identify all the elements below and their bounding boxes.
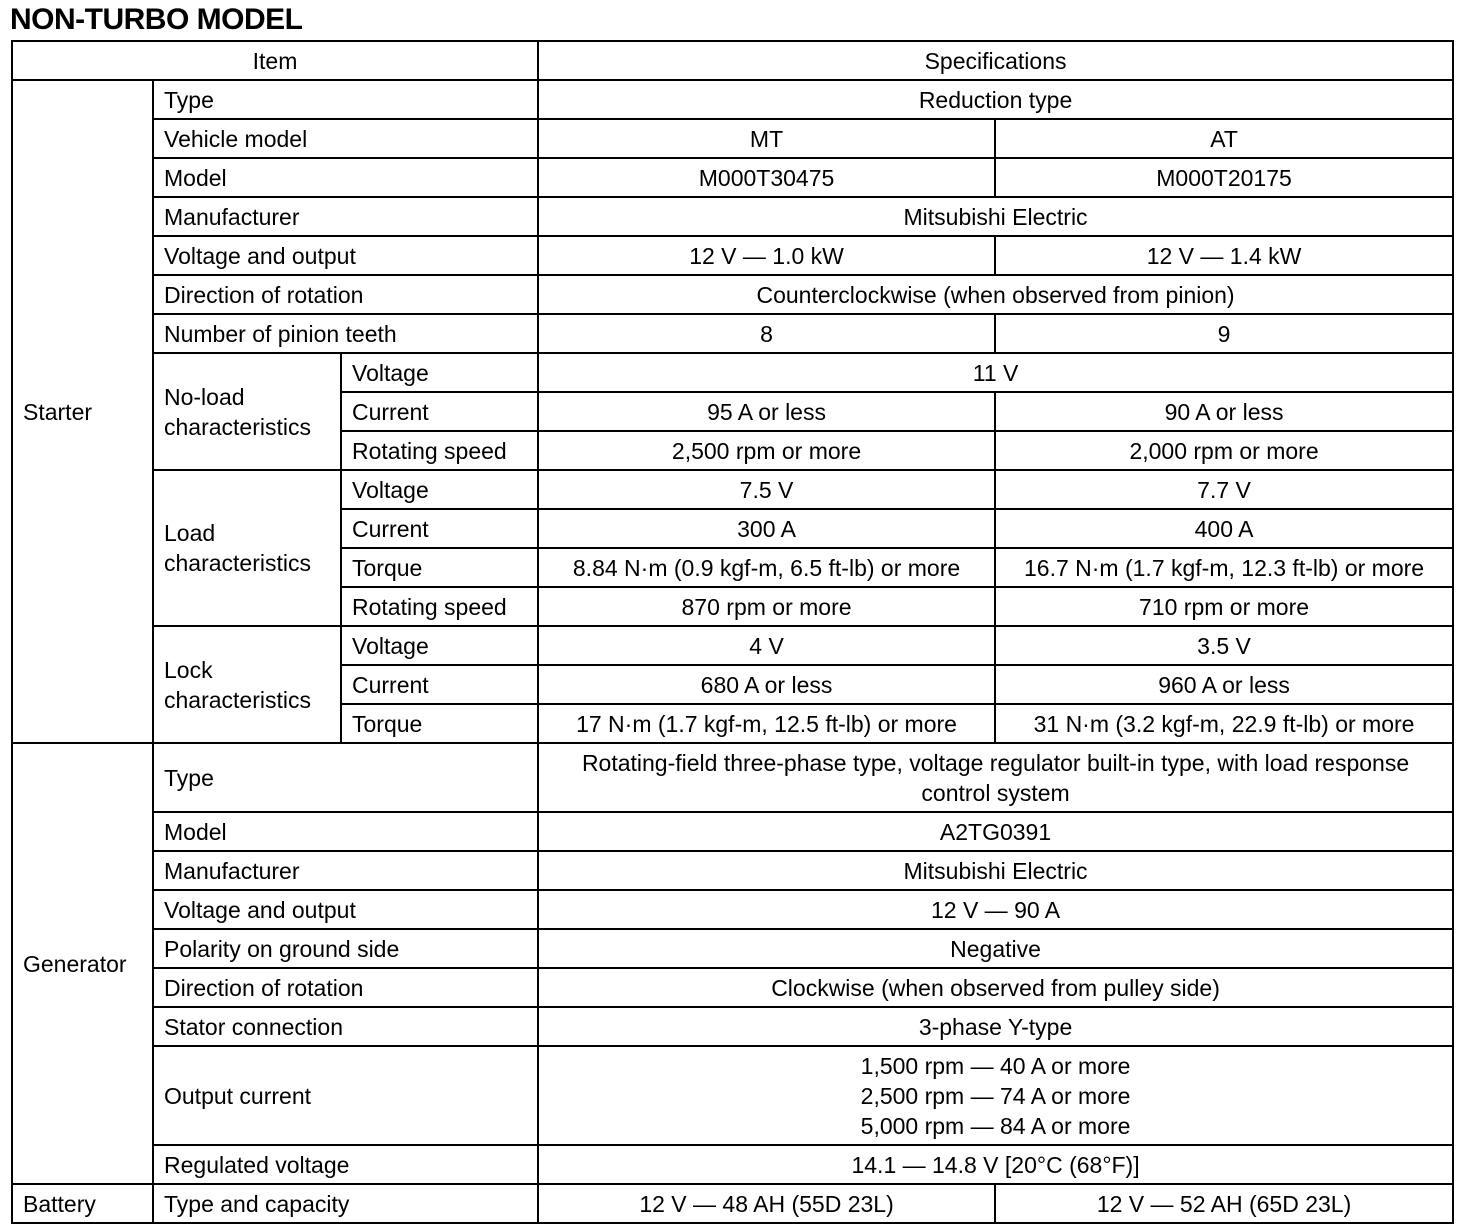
row-value: Clockwise (when observed from pulley side) <box>538 968 1453 1007</box>
table-row <box>12 929 1453 968</box>
row-label: Stator connection <box>153 1007 538 1046</box>
value-at: 31 N·m (3.2 kgf-m, 22.9 ft-lb) or more <box>995 704 1453 743</box>
value-at: 2,000 rpm or more <box>995 431 1453 470</box>
sub-label: Rotating speed <box>341 431 538 470</box>
table-row <box>12 1145 1453 1184</box>
output-current-line: 2,500 rpm — 74 A or more <box>860 1082 1131 1109</box>
table-row <box>12 968 1453 1007</box>
value-at: 9 <box>995 314 1453 353</box>
value-mt: 680 A or less <box>538 665 995 704</box>
table-row <box>12 80 1453 119</box>
table-header-row <box>12 41 1453 80</box>
value-at: 12 V — 1.4 kW <box>995 236 1453 275</box>
value-at: 3.5 V <box>995 626 1453 665</box>
value-at: 90 A or less <box>995 392 1453 431</box>
page-title: NON-TURBO MODEL <box>10 3 303 36</box>
header-specifications: Specifications <box>538 41 1453 80</box>
value-at: 16.7 N·m (1.7 kgf-m, 12.3 ft-lb) or more <box>995 548 1453 587</box>
row-label: Type <box>153 743 538 812</box>
table-row <box>12 275 1453 314</box>
value-at: 400 A <box>995 509 1453 548</box>
row-value: Mitsubishi Electric <box>538 851 1453 890</box>
section-battery: Battery <box>12 1184 153 1223</box>
row-label: Direction of rotation <box>153 968 538 1007</box>
table-row <box>12 353 1453 392</box>
value-mt: 17 N·m (1.7 kgf-m, 12.5 ft-lb) or more <box>538 704 995 743</box>
row-label: Number of pinion teeth <box>153 314 538 353</box>
sub-label: Torque <box>341 548 538 587</box>
table-row <box>12 812 1453 851</box>
row-value: Reduction type <box>538 80 1453 119</box>
value-mt: 300 A <box>538 509 995 548</box>
section-generator: Generator <box>12 743 153 1184</box>
sub-label: Voltage <box>341 626 538 665</box>
row-label: Type <box>153 80 538 119</box>
row-value: Negative <box>538 929 1453 968</box>
row-label: Polarity on ground side <box>153 929 538 968</box>
table-row <box>12 470 1453 509</box>
value-mt: 4 V <box>538 626 995 665</box>
output-current-line: 1,500 rpm — 40 A or more <box>860 1052 1131 1079</box>
sub-label: Torque <box>341 704 538 743</box>
row-label: Model <box>153 812 538 851</box>
value-mt: MT <box>538 119 995 158</box>
table-row <box>12 1007 1453 1046</box>
row-value-multiline <box>538 1046 1453 1145</box>
table-row <box>12 851 1453 890</box>
value-at: AT <box>995 119 1453 158</box>
sub-label: Voltage <box>341 353 538 392</box>
table-row <box>12 197 1453 236</box>
output-current-line: 5,000 rpm — 84 A or more <box>860 1112 1131 1139</box>
row-label: Model <box>153 158 538 197</box>
row-label: Regulated voltage <box>153 1145 538 1184</box>
value-mt: 7.5 V <box>538 470 995 509</box>
table-row <box>12 743 1453 812</box>
table-row <box>12 1046 1453 1145</box>
value-mt: 8.84 N·m (0.9 kgf-m, 6.5 ft-lb) or more <box>538 548 995 587</box>
header-item: Item <box>12 41 538 80</box>
row-label: Voltage and output <box>153 890 538 929</box>
row-label: Voltage and output <box>153 236 538 275</box>
value-at: 7.7 V <box>995 470 1453 509</box>
row-label: Manufacturer <box>153 851 538 890</box>
table-row <box>12 314 1453 353</box>
group-no-load: No-load characteristics <box>153 353 341 470</box>
table-row <box>12 626 1453 665</box>
specifications-table <box>11 40 1454 1224</box>
row-label: Direction of rotation <box>153 275 538 314</box>
value-mt: 2,500 rpm or more <box>538 431 995 470</box>
table-row <box>12 236 1453 275</box>
row-value: Rotating-field three-phase type, voltage regulator built-in type, with load response control system <box>538 743 1453 812</box>
value-mt: M000T30475 <box>538 158 995 197</box>
row-value: A2TG0391 <box>538 812 1453 851</box>
table-row <box>12 119 1453 158</box>
value-at: M000T20175 <box>995 158 1453 197</box>
row-value: 3-phase Y-type <box>538 1007 1453 1046</box>
row-value: 11 V <box>538 353 1453 392</box>
value-mt: 95 A or less <box>538 392 995 431</box>
value-at: 710 rpm or more <box>995 587 1453 626</box>
row-value: 12 V — 90 A <box>538 890 1453 929</box>
table-row <box>12 158 1453 197</box>
sub-label: Rotating speed <box>341 587 538 626</box>
group-lock: Lock characteristics <box>153 626 341 743</box>
value-mt: 12 V — 1.0 kW <box>538 236 995 275</box>
row-value: Counterclockwise (when observed from pinion) <box>538 275 1453 314</box>
value-mt: 12 V — 48 AH (55D 23L) <box>538 1184 995 1223</box>
sub-label: Current <box>341 665 538 704</box>
table-row <box>12 890 1453 929</box>
row-label: Type and capacity <box>153 1184 538 1223</box>
row-value: 14.1 — 14.8 V [20°C (68°F)] <box>538 1145 1453 1184</box>
section-starter: Starter <box>12 80 153 743</box>
row-label: Vehicle model <box>153 119 538 158</box>
row-value: Mitsubishi Electric <box>538 197 1453 236</box>
row-label: Output current <box>153 1046 538 1145</box>
sub-label: Current <box>341 392 538 431</box>
sub-label: Voltage <box>341 470 538 509</box>
value-mt: 870 rpm or more <box>538 587 995 626</box>
value-at: 12 V — 52 AH (65D 23L) <box>995 1184 1453 1223</box>
group-load: Load characteristics <box>153 470 341 626</box>
value-mt: 8 <box>538 314 995 353</box>
sub-label: Current <box>341 509 538 548</box>
row-label: Manufacturer <box>153 197 538 236</box>
value-at: 960 A or less <box>995 665 1453 704</box>
